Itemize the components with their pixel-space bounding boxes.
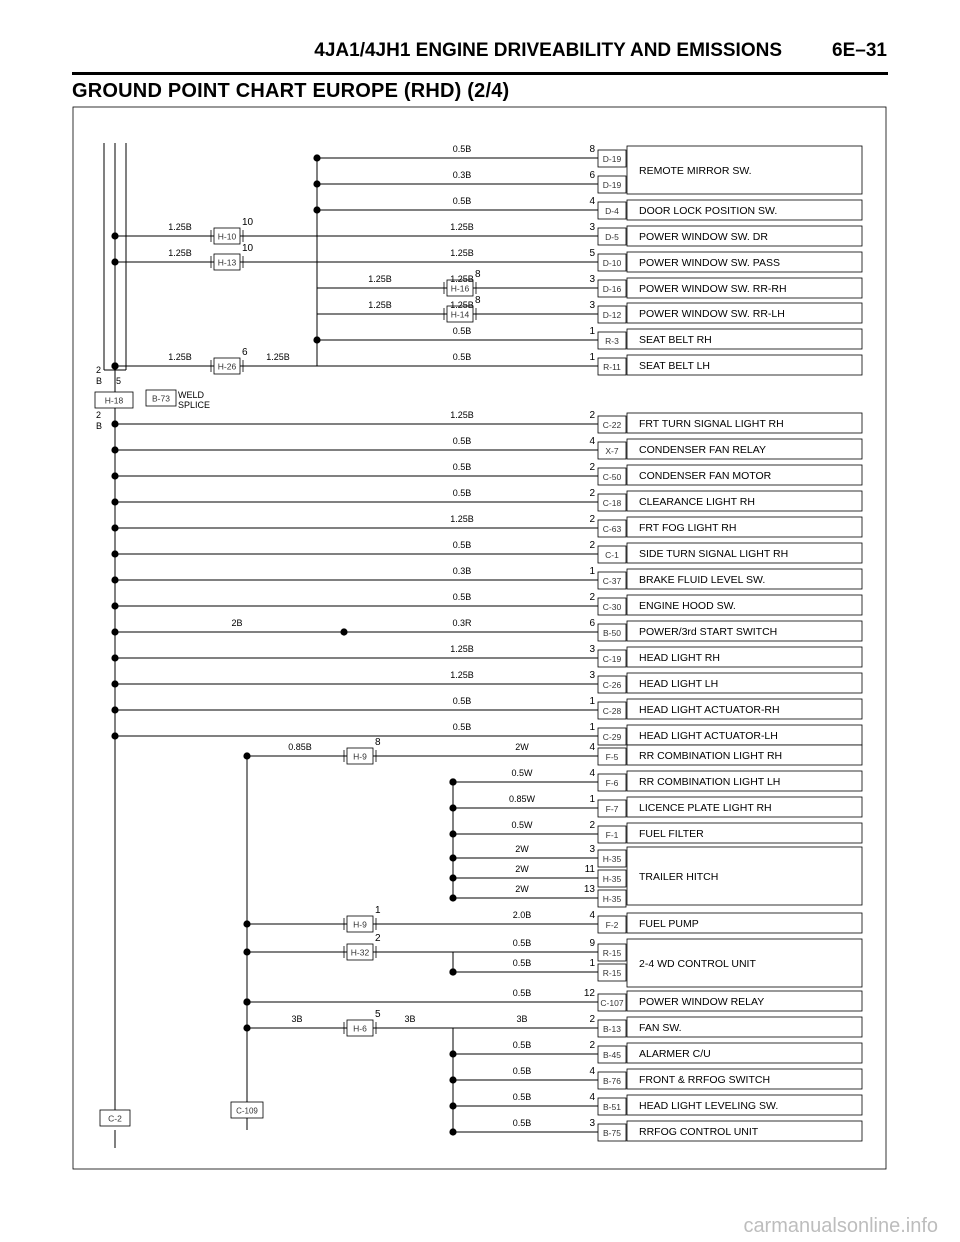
connector-box-label: D-16 [602,283,622,294]
component-label: REMOTE MIRROR SW. [639,165,752,177]
pin-number: 2 [589,540,595,551]
inline-connector-label: H-10 [217,231,237,242]
pin-number: 2 [589,462,595,473]
wire-size-label: 0.5B [512,1066,532,1076]
pin-number: 2 [589,592,595,603]
splice-point [243,948,250,955]
pin-number: 3 [589,222,595,233]
pin-number: 8 [589,144,595,155]
inline-pin-number: 8 [475,295,481,306]
component-label: FRONT & RRFOG SWITCH [639,1074,771,1086]
wire-size-label: 0.5W [511,820,533,830]
connector-box-label: D-10 [602,257,622,268]
wire-size-label: 1.25B [450,248,474,258]
inline-wire-label: 1.25B [368,274,392,284]
pin-number: 4 [589,768,595,779]
splice-point [449,874,456,881]
component-label: POWER WINDOW SW. DR [639,231,768,243]
wire-size-label: 2W [515,742,529,752]
connector-box-label: F-2 [605,919,619,930]
component-label: RR COMBINATION LIGHT RH [639,750,783,762]
watermark: carmanualsonline.info [743,1215,938,1237]
splice-point [340,628,347,635]
component-label: ENGINE HOOD SW. [639,600,736,612]
inline-wire-label-2: 3B [404,1014,416,1024]
component-label: POWER WINDOW SW. RR-LH [639,308,785,320]
wire-size-label: 0.3B [452,170,472,180]
component-label: CONDENSER FAN MOTOR [639,470,772,482]
connector-box-label: D-19 [602,179,622,190]
connector-box-label: B-75 [603,1127,621,1138]
inline-pin-number: 5 [375,1009,381,1020]
splice-point [449,894,456,901]
connector-box-label: C-19 [602,653,622,664]
h18-b-bot: B [96,421,103,431]
connector-box-label: B-51 [603,1101,621,1112]
splice-point [111,232,118,239]
inline-pin-number: 1 [375,905,381,916]
splice-point [111,628,118,635]
connector-box-label: D-5 [605,231,619,242]
inline-connector-label: H-14 [450,309,470,320]
wire-size-label: 0.5W [511,768,533,778]
wire-size-label: 0.5B [452,592,472,602]
component-label: POWER WINDOW SW. PASS [639,257,780,269]
splice-point [449,1102,456,1109]
chart-title: GROUND POINT CHART EUROPE (RHD) (2/4) [72,80,510,102]
connector-box-label: C-26 [602,679,622,690]
wire-size-label: 1.25B [450,300,474,310]
pin-number: 3 [589,1118,595,1129]
splice-point [111,258,118,265]
splice-point [111,472,118,479]
wire-size-label: 1.25B [450,644,474,654]
inline-wire-label: 1.25B [168,352,192,362]
inline-connector-label: H-16 [450,283,470,294]
connector-box-label: B-45 [603,1049,621,1060]
connector-box-label: C-30 [602,601,622,612]
connector-box-label: C-63 [602,523,622,534]
pin-number: 2 [589,488,595,499]
connector-box-label: B-50 [603,627,621,638]
pin-number: 6 [589,170,595,181]
splice-point [111,706,118,713]
connector-box-label: R-11 [603,361,621,372]
inline-wire-label: 1.25B [368,300,392,310]
component-label: FAN SW. [639,1022,682,1034]
pin-number: 1 [589,696,595,707]
splice-point [449,968,456,975]
pin-number: 1 [589,794,595,805]
pin-number: 2 [589,514,595,525]
wire-size-label: 3B [516,1014,528,1024]
connector-box-label: H-35 [602,893,622,904]
inline-connector-label: H-9 [353,751,367,762]
splice-point [111,420,118,427]
pin-number: 2 [589,1014,595,1025]
splice-point [313,180,320,187]
splice-point [313,154,320,161]
component-label: BRAKE FLUID LEVEL SW. [639,574,766,586]
pin-number: 3 [589,670,595,681]
component-label: SIDE TURN SIGNAL LIGHT RH [639,548,789,560]
component-label: FUEL FILTER [639,828,704,840]
connector-box-label: B-13 [603,1023,621,1034]
pin-number: 5 [589,248,595,259]
component-label: DOOR LOCK POSITION SW. [639,205,778,217]
splice-point [243,920,250,927]
wire-size-label: 0.5B [452,488,472,498]
pin-number: 4 [589,436,595,447]
component-label: FRT TURN SIGNAL LIGHT RH [639,418,784,430]
inline-wire-label: 3B [291,1014,303,1024]
inline-pin-number: 8 [375,737,381,748]
wire-size-label: 0.3R [452,618,472,628]
wire-size-label: 1.25B [450,274,474,284]
component-label: FRT FOG LIGHT RH [639,522,737,534]
inline-connector-label: H-26 [217,361,237,372]
connector-box-label: C-37 [602,575,622,586]
pin-number: 13 [583,884,595,895]
splice-point [243,1024,250,1031]
wire-size-label: 0.85W [508,794,536,804]
connector-box-label: C-22 [602,419,622,430]
inline-wire-label: 0.85B [288,742,312,752]
pin-number: 2 [589,410,595,421]
weld-splice-label: SPLICE [178,400,211,410]
splice-point [449,804,456,811]
wire-size-label: 0.5B [452,722,472,732]
connector-box-label: D-19 [602,153,622,164]
component-label: POWER WINDOW SW. RR-RH [639,283,787,295]
splice-point [449,854,456,861]
wire-size-label: 0.5B [512,1118,532,1128]
component-label: HEAD LIGHT LH [639,678,719,690]
component-label: TRAILER HITCH [639,871,719,883]
connector-box-label: F-1 [605,829,619,840]
wire-size-label: 2.0B [512,910,532,920]
connector-h18-label: H-18 [104,395,124,406]
connector-box-label: C-28 [602,705,622,716]
connector-box-label: F-6 [605,777,619,788]
wire-size-label: 0.5B [452,352,472,362]
wire-size-label: 1.25B [450,410,474,420]
pin-number: 3 [589,274,595,285]
wire-size-label: 0.5B [452,196,472,206]
inline-pin-number: 8 [475,269,481,280]
splice-point [449,1050,456,1057]
pin-number: 1 [589,566,595,577]
splice-point [313,206,320,213]
page-number: 6E–31 [832,40,887,61]
weld-splice-label: WELD [178,390,205,400]
component-label: ALARMER C/U [639,1048,711,1060]
splice-point [449,1128,456,1135]
pin-number: 4 [589,196,595,207]
wire-size-label: 0.5B [512,938,532,948]
pin-number: 1 [589,958,595,969]
splice-point [111,732,118,739]
splice-point [111,550,118,557]
pin-number: 11 [584,864,595,875]
wire-size-label: 0.5B [512,1040,532,1050]
wire-size-label-2: 2B [231,618,243,628]
splice-point [449,778,456,785]
splice-point [313,336,320,343]
pin-number: 3 [589,644,595,655]
h18-pin-bot: 2 [96,410,102,420]
pin-number: 3 [589,844,595,855]
splice-point [243,998,250,1005]
component-label: SEAT BELT LH [639,360,711,372]
splice-point [111,602,118,609]
wire-size-label: 0.5B [512,988,532,998]
connector-box-label: C-107 [600,997,624,1008]
wire-size-label: 0.5B [512,1092,532,1102]
splice-point [111,524,118,531]
connector-box-label: C-18 [602,497,622,508]
wire-size-label: 0.3B [452,566,472,576]
pin-number: 1 [589,352,595,363]
pin-number: 3 [589,300,595,311]
pin-number: 1 [589,326,595,337]
wire-size-label: 1.25B [450,670,474,680]
wire-size-label: 1.25B [450,514,474,524]
h18-pin-top: 2 [96,365,102,375]
component-label: RR COMBINATION LIGHT LH [639,776,781,788]
wire-size-label: 0.5B [452,696,472,706]
connector-box-label: C-29 [602,731,622,742]
splice-point [449,1076,456,1083]
connector-box-label: R-15 [602,947,622,958]
component-label: RRFOG CONTROL UNIT [639,1126,759,1138]
inline-connector-label: H-9 [353,919,367,930]
pin-number: 2 [589,1040,595,1051]
header-title: 4JA1/4JH1 ENGINE DRIVEABILITY AND EMISSIONS [314,40,782,61]
component-label: 2-4 WD CONTROL UNIT [639,958,756,970]
connector-box-label: H-35 [602,853,622,864]
splice-point [449,830,456,837]
connector-box-label: F-7 [605,803,619,814]
connector-box-label: D-4 [605,205,619,216]
pin-number: 4 [589,742,595,753]
wire-size-label: 2W [515,884,529,894]
component-label: HEAD LIGHT ACTUATOR-LH [639,730,778,742]
wire-size-label: 0.5B [452,436,472,446]
pin-number: 6 [589,618,595,629]
pin-number: 9 [589,938,595,949]
inline-connector-label: H-32 [350,947,370,958]
wire-size-label: 2W [515,864,529,874]
pin-number: 4 [589,910,595,921]
wire-size-label: 2W [515,844,529,854]
pin-number: 12 [583,988,595,999]
component-label: SEAT BELT RH [639,334,712,346]
splice-point [111,654,118,661]
inline-wire-label-2: 1.25B [266,352,290,362]
connector-b73-label: B-73 [152,393,170,404]
connector-box-label: C-50 [602,471,622,482]
wire-size-label: 1.25B [450,222,474,232]
inline-connector-label: H-13 [217,257,237,268]
inline-pin-number: 10 [242,243,254,254]
inline-pin-number: 6 [242,347,248,358]
pin-number: 4 [589,1092,595,1103]
pin-number: 4 [589,1066,595,1077]
ground-c2-label: C-2 [108,1113,122,1124]
pin-number: 1 [589,722,595,733]
wire-size-label: 0.5B [452,540,472,550]
connector-box-label: C-1 [605,549,619,560]
splice-point [111,576,118,583]
component-label: POWER WINDOW RELAY [639,996,765,1008]
inline-pin-number: 10 [242,217,254,228]
connector-box-label: X-7 [605,445,619,456]
inline-pin-number: 2 [375,933,381,944]
component-label: HEAD LIGHT RH [639,652,720,664]
wire-size-label: 0.5B [452,144,472,154]
splice-point [243,752,250,759]
splice-point [111,498,118,505]
component-label: FUEL PUMP [639,918,699,930]
connector-box-label: R-3 [605,335,619,346]
component-label: CLEARANCE LIGHT RH [639,496,755,508]
splice-point [111,446,118,453]
h18-pin-5: 5 [116,376,122,386]
splice-point [111,680,118,687]
component-label: HEAD LIGHT LEVELING SW. [639,1100,779,1112]
connector-box-label: B-76 [603,1075,621,1086]
inline-wire-label: 1.25B [168,248,192,258]
splice-point [111,362,118,369]
wire-size-label: 0.5B [452,326,472,336]
inline-connector-label: H-6 [353,1023,367,1034]
connector-box-label: D-12 [602,309,622,320]
h18-b-top: B [96,376,103,386]
component-label: LICENCE PLATE LIGHT RH [639,802,772,814]
pin-number: 2 [589,820,595,831]
component-label: HEAD LIGHT ACTUATOR-RH [639,704,780,716]
wire-size-label: 0.5B [512,958,532,968]
connector-box-label: F-5 [605,751,619,762]
component-label: CONDENSER FAN RELAY [639,444,766,456]
connector-box-label: R-15 [602,967,622,978]
wire-size-label: 0.5B [452,462,472,472]
inline-wire-label: 1.25B [168,222,192,232]
ground-c109-label: C-109 [236,1106,258,1116]
component-label: POWER/3rd START SWITCH [639,626,778,638]
connector-box-label: H-35 [602,873,622,884]
